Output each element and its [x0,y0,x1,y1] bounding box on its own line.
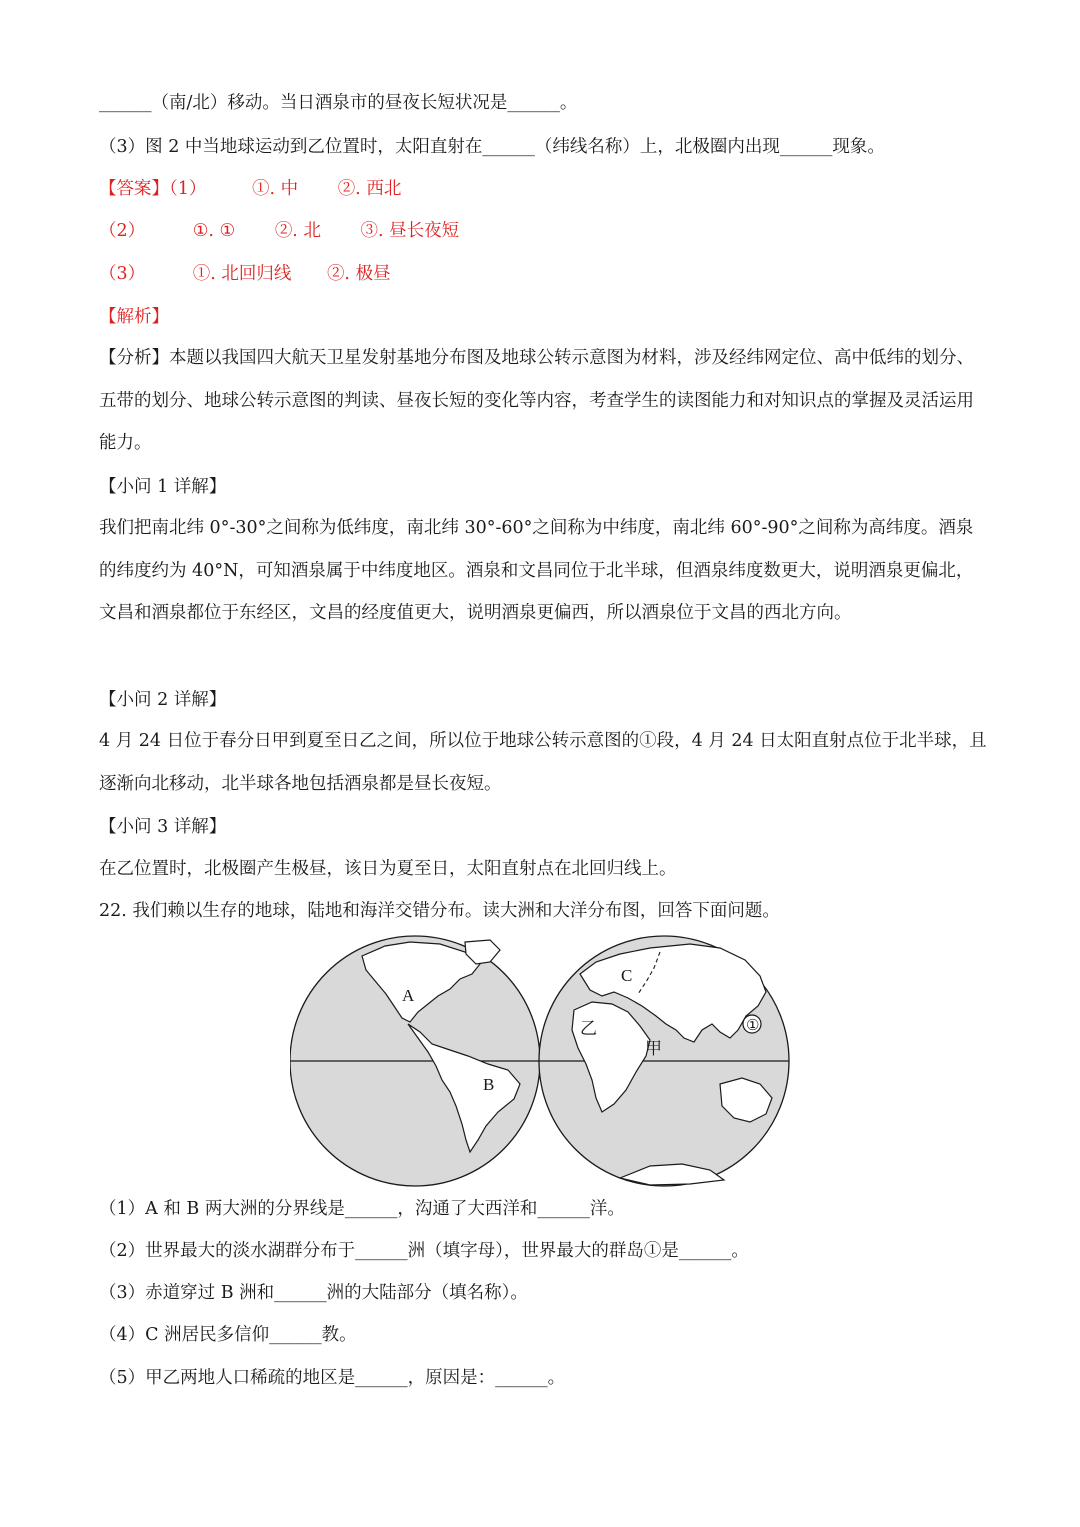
sub3-title: 【小问 3 详解】 [99,817,227,837]
q21-continuation-line: ______（南/北）移动。当日酒泉市的昼夜长短状况是______。 [99,93,578,113]
sub1-title: 【小问 1 详解】 [99,477,227,497]
q22-question-4: （4）C 洲居民多信仰______教。 [99,1325,357,1345]
label-jia: 甲 [645,1039,662,1058]
label-C: C [621,966,633,985]
answer-row-num: （3） [99,264,146,284]
answer-item: ②. 西北 [337,179,402,199]
label-circled-1: ① [746,1018,760,1034]
answer-label: 【答案】 [99,179,169,199]
answer-row-3 [99,263,1010,285]
analysis-intro: 【分析】本题以我国四大航天卫星发射基地分布图及地球公转示意图为材料，涉及经纬网定位、高中低纬的划分、五带的划分、地球公转示意图的判读、昼夜长短的变化等内容，考查学生的读图能力和对知识点的掌握及灵活运用能力。 [99,348,974,453]
answer-row-num: （2） [99,221,146,241]
label-yi: 乙 [580,1019,597,1038]
answer-item: ③. 昼长夜短 [360,221,460,241]
world-map-figure [290,934,790,1194]
q22-question-5: （5）甲乙两地人口稀疏的地区是______，原因是：______。 [99,1368,566,1388]
label-B: B [483,1075,495,1094]
sub2-body: 4 月 24 日位于春分日甲到夏至日乙之间，所以位于地球公转示意图的①段，4 月 24 日太阳直射点位于北半球，且逐渐向北移动，北半球各地包括酒泉都是昼长夜短。 [99,731,987,794]
answer-item: ②. 北 [274,221,321,241]
sub2-title: 【小问 2 详解】 [99,690,227,710]
answer-row-2 [99,220,1010,242]
q22-question-1: （1）A 和 B 两大洲的分界线是______，沟通了大西洋和______洋。 [99,1199,625,1219]
answer-item: ①. 北回归线 [192,264,292,284]
q21-sub3: （3）图 2 中当地球运动到乙位置时，太阳直射在______（纬线名称）上，北极圈内出现______现象。 [99,137,885,157]
answer-row-num: （1） [169,179,207,199]
sub3-body: 在乙位置时，北极圈产生极昼，该日为夏至日，太阳直射点在北回归线上。 [99,859,677,879]
answer-item: ①. ① [192,221,236,241]
q22-question-2: （2）世界最大的淡水湖群分布于______洲（填字母），世界最大的群岛①是______。 [99,1241,749,1261]
q22-stem: 22. 我们赖以生存的地球，陆地和海洋交错分布。读大洲和大洋分布图，回答下面问题。 [99,901,780,921]
sub1-body: 我们把南北纬 0°-30°之间称为低纬度，南北纬 30°-60°之间称为中纬度，南北纬 60°-90°之间称为高纬度。酒泉的纬度约为 40°N，可知酒泉属于中纬度地区。酒泉和文昌同位于北半球，但酒泉纬度数更大，说明酒泉更偏北，文昌和酒泉都位于东经区，文昌的经度值更大，说明酒泉更偏西，所以酒泉位于文昌的西北方向。 [99,518,974,623]
analysis-label: 【解析】 [99,307,169,327]
answer-item: ①. 中 [251,179,299,199]
answer-row-1 [99,178,1010,200]
label-A: A [402,986,415,1005]
answer-item: ②. 极昼 [326,264,391,284]
q22-question-3: （3）赤道穿过 B 洲和______洲的大陆部分（填名称）。 [99,1283,528,1303]
